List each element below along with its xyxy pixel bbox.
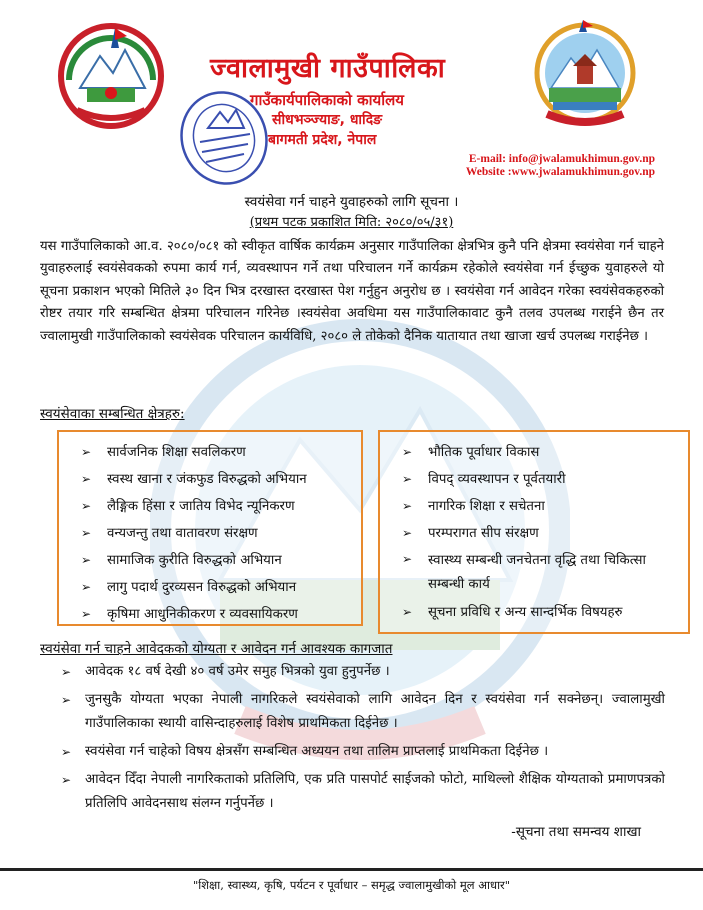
- list-item-text: स्वास्थ्य सम्बन्धी जनचेतना वृद्धि तथा चिकित्सा सम्बन्धी कार्य: [428, 553, 646, 592]
- arrow-bullet-icon: ➢: [81, 553, 92, 567]
- office-name: गाउँकार्यपालिकाको कार्यालय: [250, 91, 405, 109]
- sectors-left-list: [59, 432, 361, 628]
- list-item: [402, 493, 682, 520]
- arrow-bullet-icon: ➢: [402, 605, 413, 619]
- website-link[interactable]: Website :www.jwalamukhimun.gov.np: [465, 166, 655, 178]
- list-item: [402, 599, 682, 626]
- list-item: [81, 466, 355, 493]
- arrow-bullet-icon: ➢: [61, 745, 72, 759]
- list-item-text: लैङ्गिक हिंसा र जातिय विभेद न्यूनिकरण: [107, 499, 295, 514]
- sectors-heading: स्वयंसेवाका सम्बन्धित क्षेत्रहरु:: [40, 406, 185, 422]
- sectors-right-box: [378, 430, 690, 634]
- arrow-bullet-icon: ➢: [81, 445, 92, 459]
- list-item-text: सार्वजनिक शिक्षा सवलिकरण: [107, 445, 246, 460]
- list-item: [402, 547, 682, 599]
- list-item: [81, 493, 355, 520]
- email-link[interactable]: E-mail: info@jwalamukhimun.gov.np: [468, 153, 655, 165]
- address-line2: बागमती प्रदेश, नेपाल: [268, 132, 377, 148]
- arrow-bullet-icon: ➢: [402, 499, 413, 513]
- requirements-heading: स्वयंसेवा गर्न चाहने आवेदकको योग्यता र आवेदन गर्न आवश्यक कागजात: [40, 641, 393, 657]
- list-item-text: स्वस्थ खाना र जंकफुड विरुद्धको अभियान: [107, 472, 307, 487]
- arrow-bullet-icon: ➢: [402, 445, 413, 459]
- list-item: [81, 547, 355, 574]
- list-item-text: जुनसुकै योग्यता भएका नेपाली नागरिकले स्वयंसेवाको लागि आवेदन दिन र स्वयंसेवा गर्न सक्नेछन्। ज्वालामुखी गाउँपालिकाका स्थायी वासिन्दाहरुलाई विशेष प्राथमिकता दिईनेछ ।: [85, 692, 665, 731]
- notice-intro: यस गाउँपालिकाको आ.व. २०८०/०८१ को स्वीकृत वार्षिक कार्यक्रम अनुसार गाउँपालिका क्षेत्रभित्र कुनै पनि क्षेत्रमा स्वयंसेवा गर्न चाहने युवाहरुलाई स्वयंसेवकको रुपमा कार्य गर्न, व्यवस्थापन गर्ने तथा परिचालन गर्ने कार्यक्रम रहेकोले स्वयंसेवा गर्न ईच्छुक युवाहरुले यो सूचना प्रकाशन भएको मितिले ३० दिन भित्र दरखास्त दरखास्त पेश गर्नुहुन अनुरोध छ । स्वयंसेवा गर्न आवेदन गरेका स्वयंसेवकहरुको रोष्टर तयार गरि सम्बन्धित क्षेत्रमा परिचालन गरिनेछ ।स्वयंसेवा अवधिमा यस गाउँपालिकावाट कुनै तलव उपलब्ध गराईने छैन तर ज्वालामुखी गाउँपालिकाको स्वयंसेवक परिचालन कार्यविधि, २०८० ले तोकेको दैनिक यातायात तथा खाजा खर्च उपलब्ध गराईनेछ ।: [40, 239, 664, 344]
- list-item-text: आवेदन दिँदा नेपाली नागरिकताको प्रतिलिपि, एक प्रति पासपोर्ट साईजको फोटो, माथिल्लो शैक्षिक योग्यताको प्रमाणपत्रको प्रतिलिपि आवेदनसाथ संलग्न गर्नुपर्नेछ ।: [85, 772, 665, 811]
- list-item-text: नागरिक शिक्षा र सचेतना: [428, 499, 545, 514]
- org-name: ज्वालामुखी गाउँपालिका: [210, 53, 446, 84]
- arrow-bullet-icon: ➢: [61, 773, 72, 787]
- list-item: [55, 768, 665, 816]
- list-item: [55, 688, 665, 736]
- list-item-text: कृषिमा आधुनिकीकरण र व्यवसायिकरण: [107, 607, 298, 622]
- list-item-text: भौतिक पूर्वाधार विकास: [428, 445, 540, 460]
- list-item: [402, 466, 682, 493]
- sectors-right-list: [380, 432, 688, 626]
- list-item-text: वन्यजन्तु तथा वातावरण संरक्षण: [107, 526, 258, 541]
- arrow-bullet-icon: ➢: [81, 472, 92, 486]
- address-line1: सीधभञ्ज्याङ, धादिङ: [272, 112, 383, 128]
- arrow-bullet-icon: ➢: [61, 693, 72, 707]
- arrow-bullet-icon: ➢: [81, 526, 92, 540]
- list-item: [402, 520, 682, 547]
- list-item-text: लागु पदार्थ दुरव्यसन विरुद्धको अभियान: [107, 580, 297, 595]
- jwalamukhi-municipality-logo-icon: [533, 18, 638, 133]
- list-item: [81, 439, 355, 466]
- list-item: [55, 660, 665, 684]
- arrow-bullet-icon: ➢: [402, 552, 413, 566]
- list-item: [81, 520, 355, 547]
- notice-title: स्वयंसेवा गर्न चाहने युवाहरुको लागि सूचना ।: [244, 194, 459, 210]
- list-item-text: परम्परागत सीप संरक्षण: [428, 526, 539, 541]
- list-item: [81, 601, 355, 628]
- list-item-text: स्वयंसेवा गर्न चाहेको विषय क्षेत्रसँग सम्बन्धित अध्ययन तथा तालिम प्राप्तलाई प्राथमिकता दिईनेछ ।: [85, 744, 549, 759]
- arrow-bullet-icon: ➢: [81, 607, 92, 621]
- list-item: [402, 439, 682, 466]
- requirements-list: [55, 660, 665, 820]
- footer-divider: [0, 868, 703, 871]
- list-item-text: विपद् व्यवस्थापन र पूर्वतयारी: [428, 472, 566, 487]
- list-item-text: सामाजिक कुरीति विरुद्धको अभियान: [107, 553, 282, 568]
- arrow-bullet-icon: ➢: [81, 580, 92, 594]
- nepal-emblem-icon: [55, 18, 167, 130]
- list-item-text: आवेदक १८ वर्ष देखी ४० वर्ष उमेर समुह भित्रको युवा हुनुपर्नेछ ।: [85, 664, 390, 679]
- footer-motto: "शिक्षा, स्वास्थ्य, कृषि, पर्यटन र पूर्वाधार – समृद्ध ज्वालामुखीको मूल आधार": [192, 878, 511, 892]
- list-item: [55, 740, 665, 764]
- notice-date: [0, 212, 703, 230]
- list-item-text: सूचना प्रविधि र अन्य सान्दर्भिक विषयहरु: [428, 605, 623, 620]
- arrow-bullet-icon: ➢: [402, 526, 413, 540]
- arrow-bullet-icon: ➢: [402, 472, 413, 486]
- list-item: [81, 574, 355, 601]
- signoff: -सूचना तथा समन्वय शाखा: [511, 824, 641, 840]
- notice-date-text: (प्रथम पटक प्रकाशित मिति: २०८०/०५/३१): [249, 215, 454, 230]
- sectors-left-box: [57, 430, 363, 626]
- arrow-bullet-icon: ➢: [61, 665, 72, 679]
- arrow-bullet-icon: ➢: [81, 499, 92, 513]
